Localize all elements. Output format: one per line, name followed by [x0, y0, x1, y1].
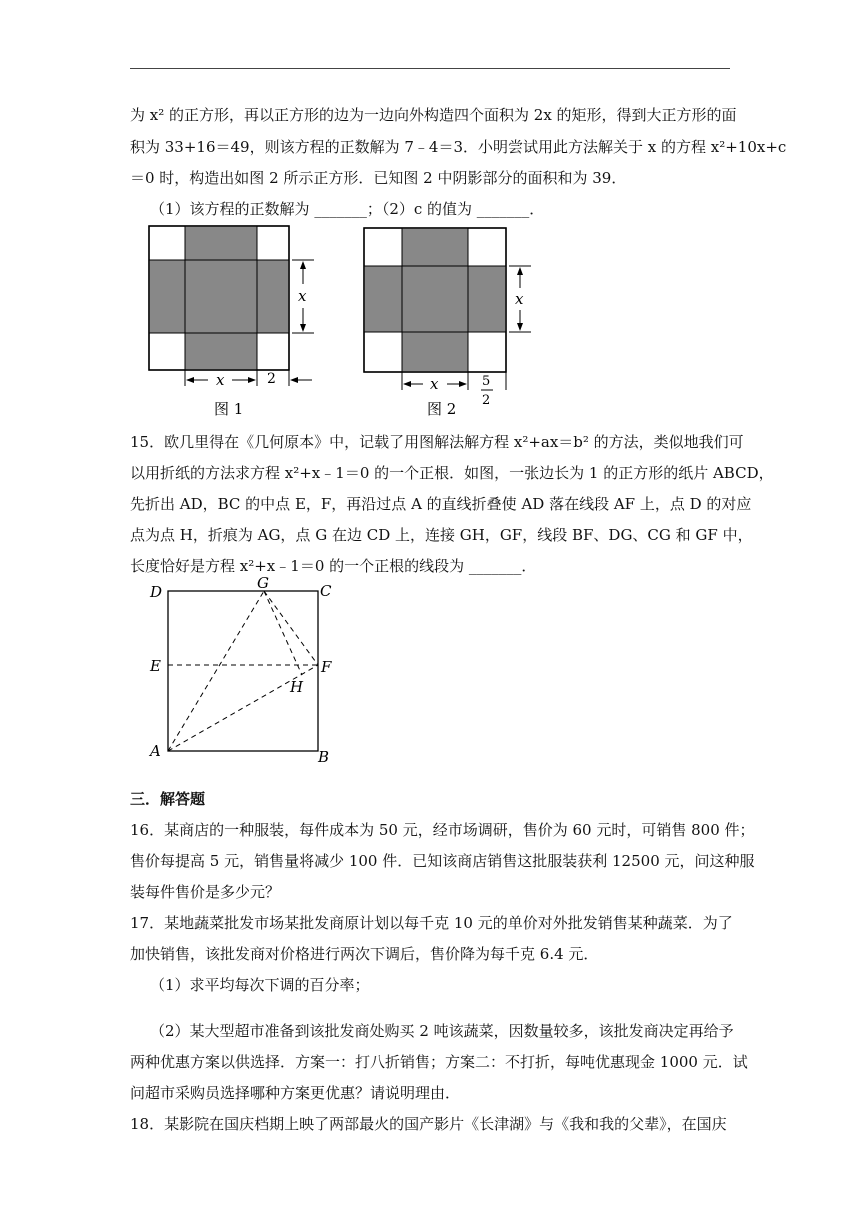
right-rect	[468, 266, 506, 332]
text-line: ＝0 时，构造出如图 2 所示正方形．已知图 2 中阴影部分的面积和为 39．	[130, 169, 627, 187]
figure-2	[355, 222, 545, 418]
point-B: B	[318, 748, 330, 766]
figure-1-caption: 图 1	[214, 400, 244, 418]
figure-2-caption: 图 2	[427, 400, 457, 418]
bottom-rect	[402, 332, 468, 372]
text-line: 以用折纸的方法求方程 x²+x﹣1＝0 的一个正根．如图，一张边长为 1 的正方形的纸片 ABCD，	[130, 464, 774, 482]
question-18: 18．某影院在国庆档期上映了两部最火的国产影片《长津湖》与《我和我的父辈》，在国庆	[130, 1115, 727, 1133]
point-F: F	[321, 658, 332, 676]
text-line: 为 x² 的正方形，再以正方形的边为一边向外构造四个面积为 2x 的矩形，得到大正方形的面	[130, 106, 737, 124]
label-x-bottom: x	[430, 375, 439, 393]
bottom-rect	[185, 333, 257, 370]
question-16: 16．某商店的一种服装，每件成本为 50 元，经市场调研，售价为 60 元时，可销售 800 件；	[130, 821, 755, 839]
point-D: D	[150, 583, 163, 601]
sub-question: （1）求平均每次下调的百分率；	[150, 976, 370, 994]
text-line: 售价每提高 5 元，销售量将减少 100 件．已知该商店销售这批服装获利 12500 元，问这种服	[130, 852, 755, 870]
figure-1	[140, 222, 330, 418]
sub-question: （2）某大型超市准备到该批发商处购买 2 吨该蔬菜，因数量较多，该批发商决定再给予	[150, 1022, 734, 1040]
point-G: G	[257, 574, 269, 592]
point-E: E	[150, 657, 161, 675]
left-rect	[149, 260, 185, 333]
point-C: C	[320, 582, 332, 600]
label-frac-num: 5	[482, 374, 491, 389]
section-title: 三．解答题	[130, 790, 206, 808]
center-square	[185, 260, 257, 333]
label-2: 2	[267, 371, 276, 387]
label-x-side: x	[298, 287, 307, 305]
label-x-bottom: x	[216, 371, 225, 389]
header-rule	[130, 68, 730, 69]
figure-3	[140, 572, 350, 768]
label-x-side: x	[515, 290, 524, 308]
sub-question: （1）该方程的正数解为 _______；（2）c 的值为 _______．	[150, 200, 545, 218]
question-17: 17．某地蔬菜批发市场某批发商原计划以每千克 10 元的单价对外批发销售某种蔬菜．为了	[130, 914, 733, 932]
text-line: 积为 33+16＝49，则该方程的正数解为 7﹣4＝3．小明尝试用此方法解关于 x 的方程 x²+10x+c	[130, 138, 787, 156]
center-square	[402, 266, 468, 332]
top-rect	[402, 228, 468, 266]
text-line: 两种优惠方案以供选择．方案一：打八折销售；方案二：不打折，每吨优惠现金 1000 元．试	[130, 1053, 748, 1071]
text-line: 长度恰好是方程 x²+x﹣1＝0 的一个正根的线段为 _______．	[130, 557, 537, 575]
point-A: A	[150, 742, 161, 760]
text-line: 先折出 AD，BC 的中点 E，F，再沿过点 A 的直线折叠使 AD 落在线段 AF 上，点 D 的对应	[130, 495, 752, 513]
text-line: 装每件售价是多少元？	[130, 883, 281, 901]
right-rect	[257, 260, 289, 333]
left-rect	[364, 266, 402, 332]
text-line: 问超市采购员选择哪种方案更优惠？请说明理由．	[130, 1084, 461, 1102]
point-H: H	[290, 678, 304, 696]
question-15: 15．欧几里得在《几何原本》中，记载了用图解法解方程 x²+ax＝b² 的方法，类似地我们可	[130, 433, 744, 451]
label-frac-den: 2	[482, 393, 491, 408]
text-line: 加快销售，该批发商对价格进行两次下调后，售价降为每千克 6.4 元．	[130, 945, 599, 963]
text-line: 点为点 H，折痕为 AG，点 G 在边 CD 上，连接 GH，GF，线段 BF、DG、CG 和 GF 中，	[130, 526, 753, 544]
top-rect	[185, 226, 257, 260]
